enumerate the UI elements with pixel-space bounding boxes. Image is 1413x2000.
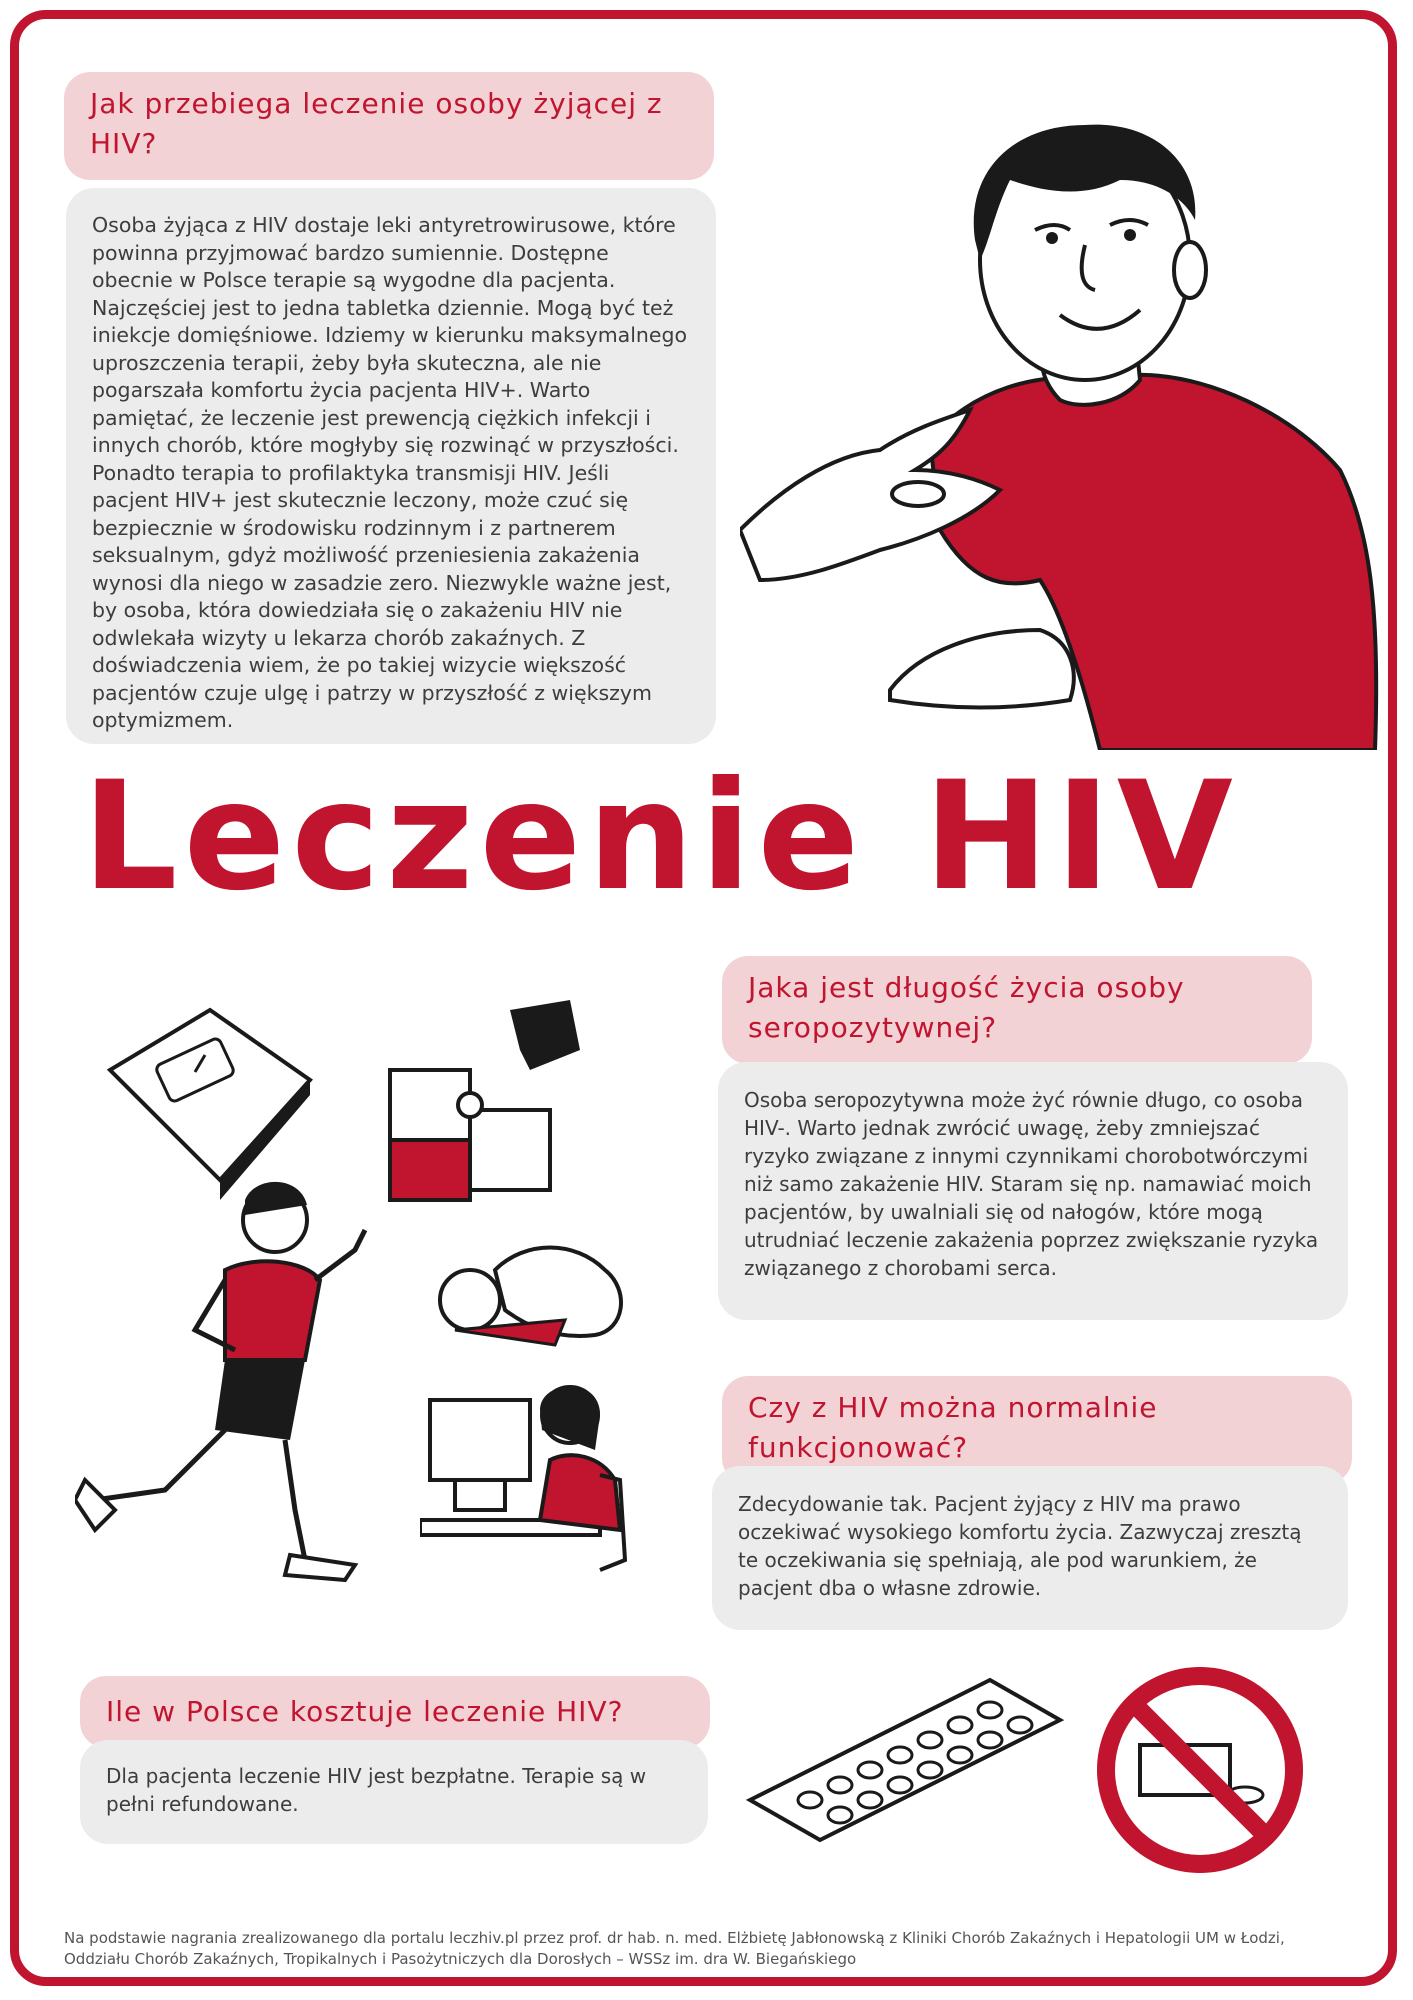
vegetables-icon xyxy=(435,1230,635,1350)
no-cost-icon xyxy=(1090,1660,1310,1880)
pill-blister-icon xyxy=(740,1670,1070,1850)
answer-treatment: Osoba żyjąca z HIV dostaje leki antyretrowirusowe, które powinna przyjmować bardzo sumiennie. Dostępne obecnie w Polsce terapie są wygodne dla pacjenta. Najczęściej jest to jedna tabletka dziennie. Mogą być też iniekcje domięśniowe. Idziemy w kierunku maksymalnego uproszczenia terapii, żeby była skuteczna, ale nie pogarszała komfortu życia pacjenta HIV+. Warto pamiętać, że leczenie jest prewencją ciężkich infekcji i innych chorób, które mogłyby się rozwinąć w przyszłości. Ponadto terapia to profilaktyka transmisji HIV. Jeśli pacjent HIV+ jest skutecznie leczony, może czuć się bezpiecznie w środowisku rodzinnym i z partnerem seksualnym, gdyż możliwość przeniesienia zakażenia wynosi dla niego w zasadzie zero. Niezwykle ważne jest, by osoba, która dowiedziała się o zakażeniu HIV nie odwlekała wizyty u lekarza chorób zakaźnych. Z doświadczenia wiem, że po takiej wizycie większość pacjentów czuje ulgę i patrzy w przyszłość z większym optymizmem. xyxy=(66,188,716,744)
footer-source: Na podstawie nagrania zrealizowanego dla portalu leczhiv.pl przez prof. dr hab. n. med. Elżbietę Jabłonowską z Kliniki Chorób Zakaźnych i Hepatologii UM w Łodzi, Oddziału Chorób Zakaźnych, Tropikalnych i Pasożytniczych dla Dorosłych – WSSz im. dra W. Biegańskiego xyxy=(64,1929,1285,1968)
answer-life-expectancy: Osoba seropozytywna może żyć równie długo, co osoba HIV-. Warto jednak zwrócić uwagę, żeby zmniejszać ryzyko związane z innymi czynnikami chorobotwórczymi niż samo zakażenie HIV. Staram się np. namawiać moich pacjentów, by uwalniali się od nałogów, które mogą utrudniać leczenie zakażenia poprzez zwiększanie ryzyka związanego z chorobami serca. xyxy=(718,1062,1348,1320)
question-normal-life: Czy z HIV można normalnie funkcjonować? xyxy=(722,1376,1352,1484)
computer-user-illustration xyxy=(420,1370,640,1590)
answer-cost: Dla pacjenta leczenie HIV jest bezpłatne. Terapie są w pełni refundowane. xyxy=(80,1740,708,1844)
runner-illustration xyxy=(75,1170,375,1590)
puzzle-icon xyxy=(380,990,600,1210)
page-title: Leczenie HIV xyxy=(82,750,1239,924)
answer-normal-life: Zdecydowanie tak. Pacjent żyjący z HIV ma prawo oczekiwać wysokiego komfortu życia. Zazwyczaj zresztą te oczekiwania się spełniają, ale pod warunkiem, że pacjent dba o własne zdrowie. xyxy=(712,1466,1348,1630)
question-treatment: Jak przebiega leczenie osoby żyjącej z HIV? xyxy=(64,72,714,180)
question-cost: Ile w Polsce kosztuje leczenie HIV? xyxy=(80,1676,710,1748)
doctor-illustration xyxy=(740,110,1380,750)
question-life-expectancy: Jaka jest długość życia osoby seropozytywnej? xyxy=(722,956,1312,1064)
pill-icon xyxy=(892,482,944,506)
